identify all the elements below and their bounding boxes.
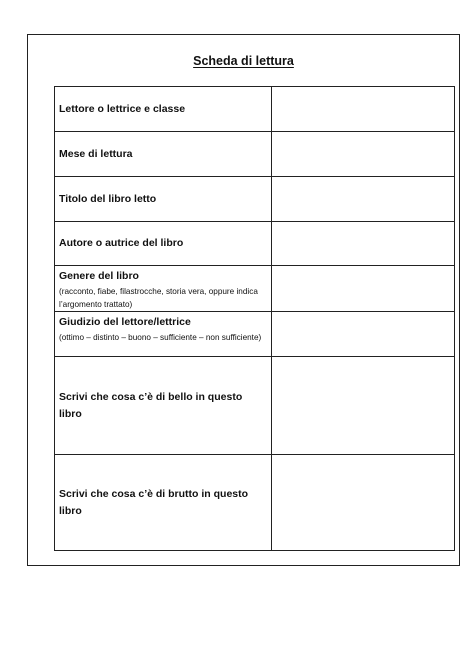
row-label-cell	[55, 357, 272, 455]
answer-field[interactable]	[272, 455, 455, 551]
answer-field[interactable]	[272, 87, 455, 132]
row-label-cell	[55, 266, 272, 312]
answer-field[interactable]	[272, 357, 455, 455]
row-label: Genere del libro	[59, 270, 139, 282]
row-label: Titolo del libro letto	[59, 192, 157, 205]
row-label: Giudizio del lettore/lettrice	[59, 316, 191, 328]
answer-field[interactable]	[272, 132, 455, 177]
table-row	[55, 177, 455, 222]
row-label-cell	[55, 312, 272, 357]
row-label-cell	[55, 455, 272, 551]
table-row	[55, 222, 455, 266]
row-hint: (ottimo – distinto – buono – sufficiente – non sufficiente)	[59, 333, 262, 342]
row-label-cell	[55, 87, 272, 132]
row-label: Mese di lettura	[59, 147, 133, 160]
reading-sheet-frame	[27, 34, 460, 566]
answer-field[interactable]	[272, 312, 455, 357]
row-label: Lettore o lettrice e classe	[59, 102, 186, 115]
row-label-cell	[55, 222, 272, 266]
table-row	[55, 266, 455, 312]
row-label-cell	[55, 132, 272, 177]
answer-field[interactable]	[272, 266, 455, 312]
table-row	[55, 357, 455, 455]
row-hint: (racconto, fiabe, filastrocche, storia vera, oppure indica l’argomento trattato)	[59, 287, 258, 309]
table-row	[55, 132, 455, 177]
answer-field[interactable]	[272, 222, 455, 266]
row-label: Scrivi che cosa c’è di bello in questo libro	[59, 390, 243, 420]
reading-sheet-table	[54, 86, 455, 551]
sheet-title: Scheda di lettura	[193, 54, 294, 68]
table-row	[55, 312, 455, 357]
answer-field[interactable]	[272, 177, 455, 222]
row-label-cell	[55, 177, 272, 222]
row-label: Scrivi che cosa c’è di brutto in questo libro	[59, 487, 249, 517]
table-row	[55, 87, 455, 132]
row-label: Autore o autrice del libro	[59, 237, 184, 249]
table-row	[55, 455, 455, 551]
